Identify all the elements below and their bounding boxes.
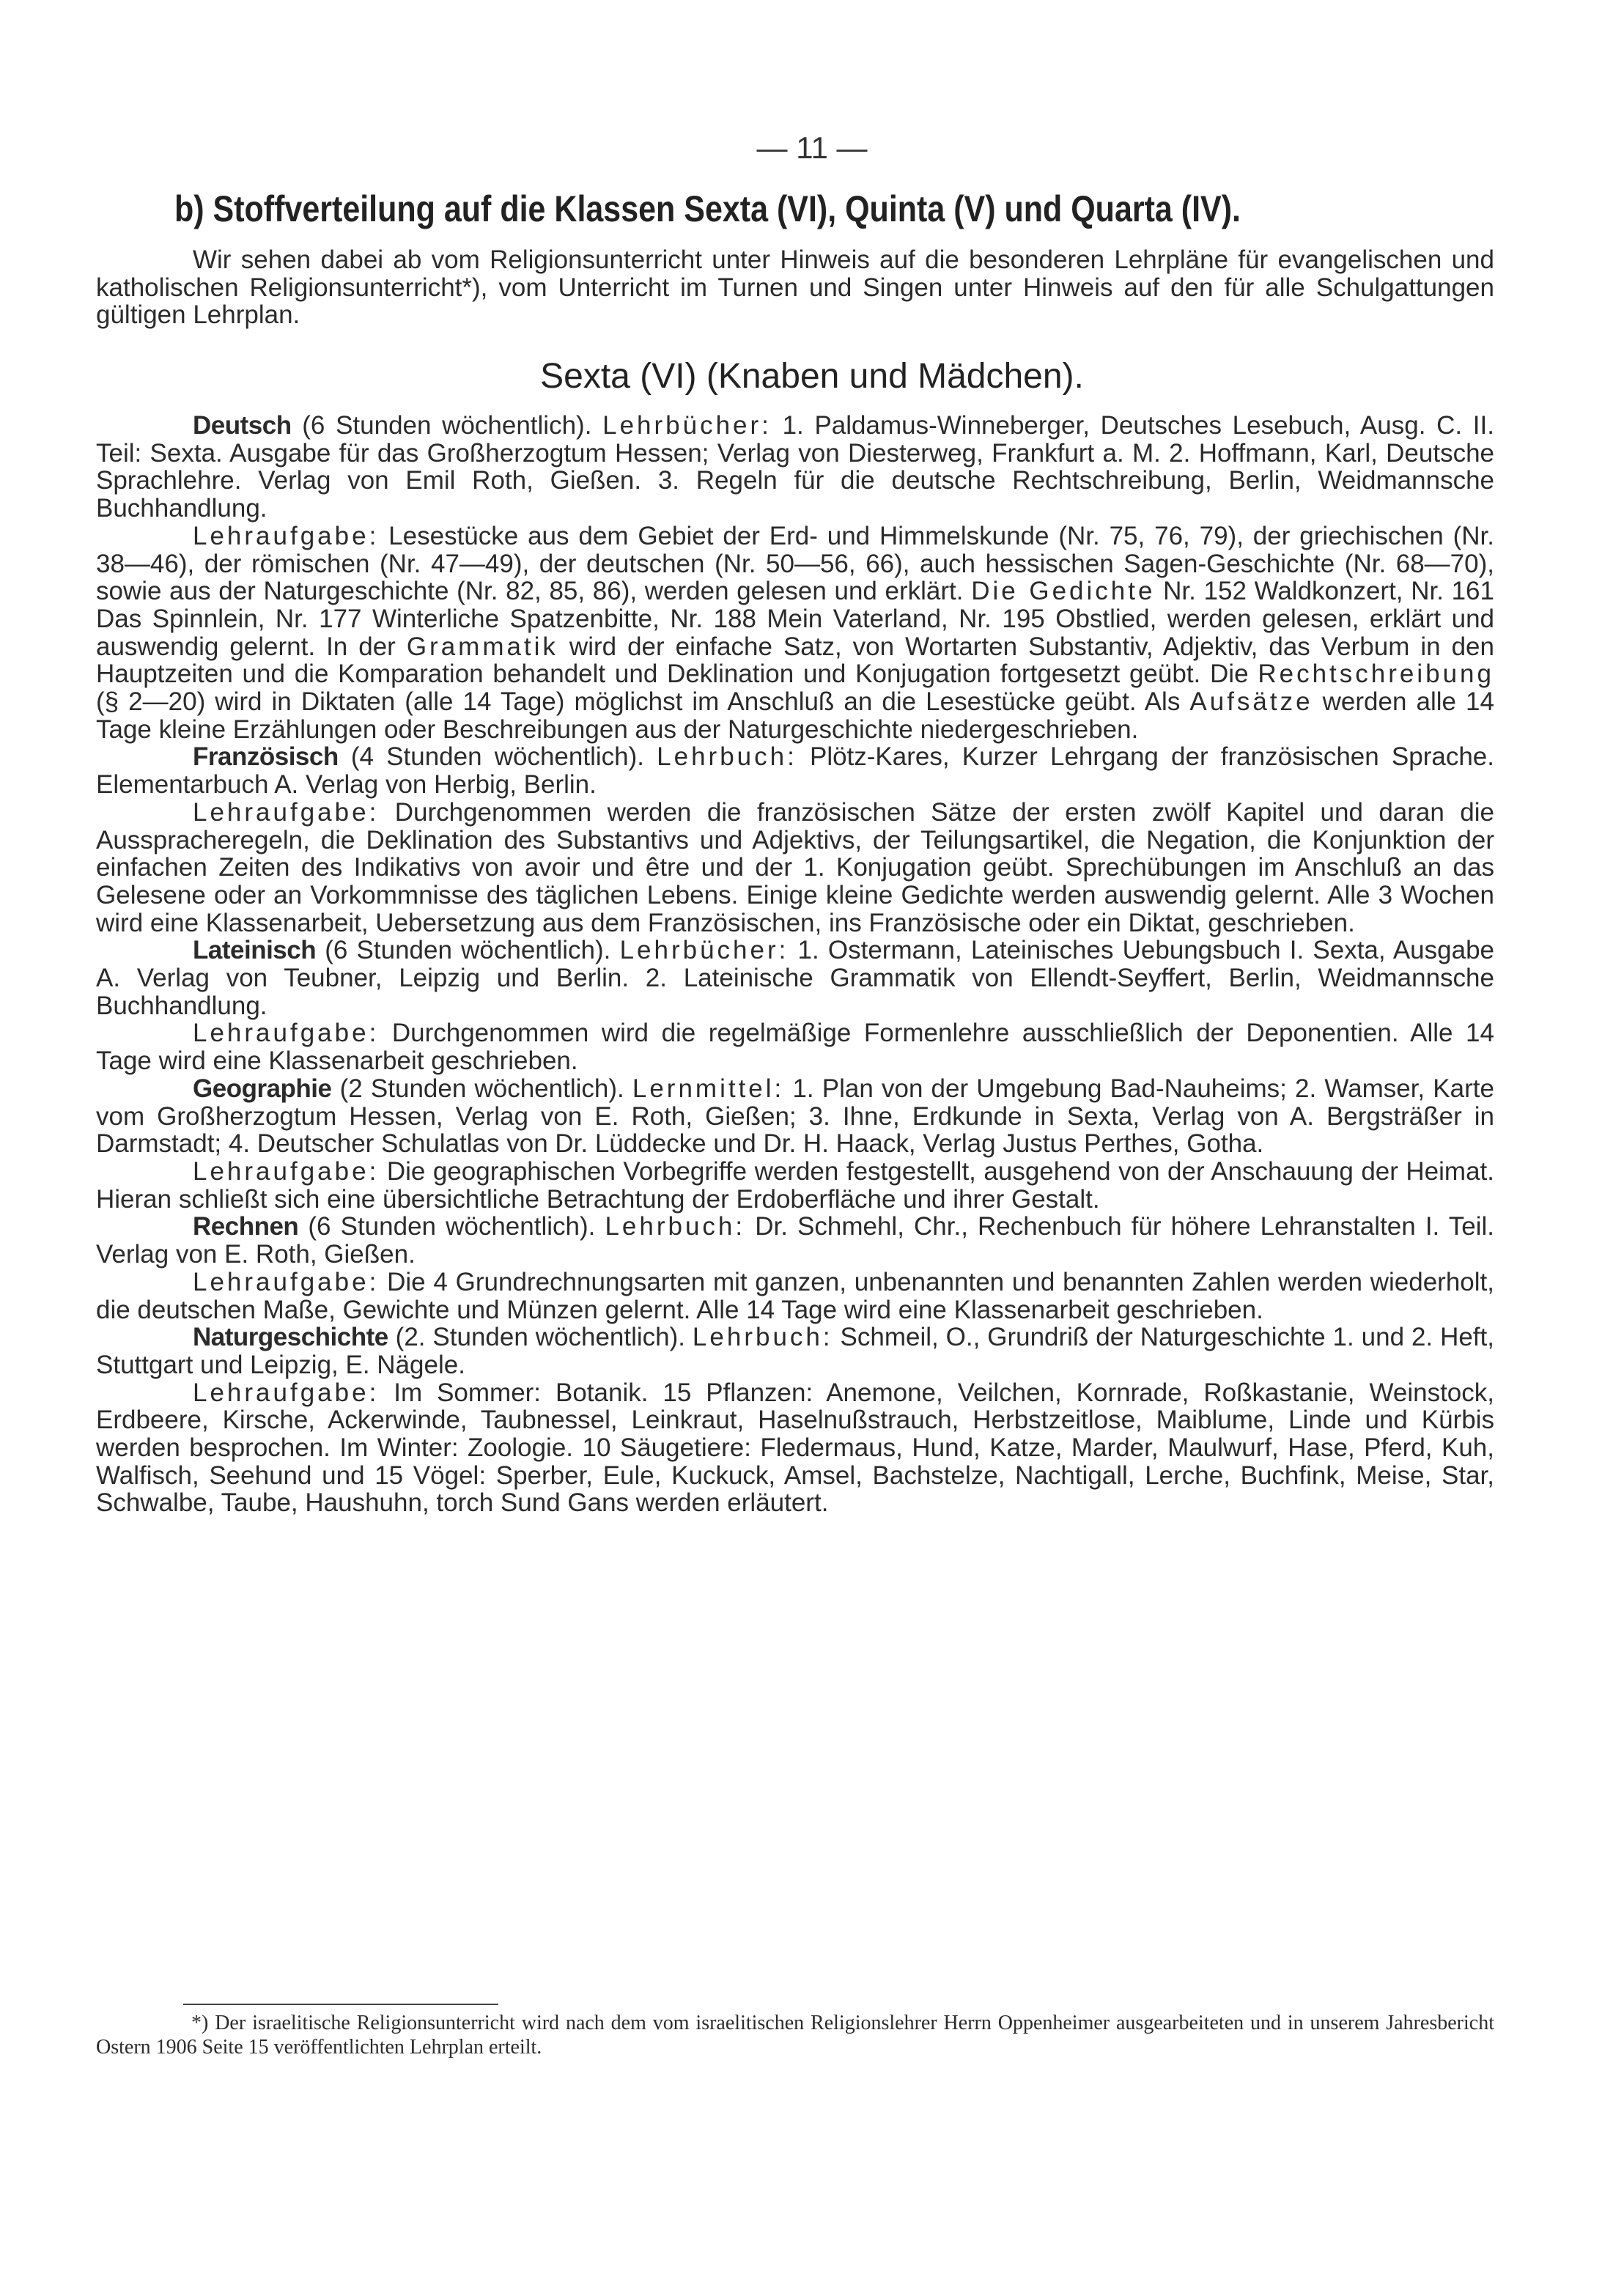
spelling-pre: Die [1210, 660, 1249, 689]
grammar-pre: In der [326, 632, 396, 661]
books-text: Schmeil, O., Grundriß der Naturgeschichte 1. und 2. Heft, Stuttgart und Leipzig, E. Nägele. [96, 1323, 1494, 1379]
books-text: Plötz-Kares, Kurzer Lehrgang der französischen Sprache. Elementarbuch A. Verlag von Herbig, Berlin. [96, 742, 1494, 800]
main-text [96, 412, 1494, 1517]
task-text: Nr. 152 Waldkonzert, Nr. 161 Das Spinnlein, Nr. 177 Winterliche Spatzenbitte, Nr. 188 Mein Vaterland, Nr. 195 Obstlied, werden gelesen, erklärt und auswendig gelernt. [96, 577, 1494, 661]
footnote-text: *) Der israelitische Religionsunterricht wird nach dem vom israelitischen Religionslehrer Herrn Oppenheimer ausgearbeiteten und in unserem Jahresbericht Ostern 1906 Seite 15 veröffentlichten Lehrplan erteilt. [96, 2012, 1494, 2059]
task-label: Lehraufgabe: [193, 797, 380, 827]
deutsch-task-paragraph [96, 523, 1494, 744]
task-label: Lehraufgabe: [193, 1378, 380, 1407]
books-label: Lehrbuch: [657, 742, 797, 772]
subject-hours: (4 Stunden wöchentlich). [350, 742, 644, 772]
task-text: Durchgenommen werden die französischen Sätze der ersten zwölf Kapitel und daran die Ausspracheregeln, die Deklination des Substantivs und Adjektivs, der Teilungsartikel, die Negation, die Konjunktion der einfachen Zeiten des Indikativs von avoir und être und der 1. Konjugation geübt. Sprechübungen im Anschluß an das Gelesene oder an Vorkommnisse des täglichen Lebens. Einige kleine Gedichte werden auswendig gelernt. Alle 3 Wochen wird eine Klassenarbeit, Uebersetzung aus dem Französischen, ins Französische oder ein Diktat, geschrieben. [96, 797, 1494, 937]
task-label: Lehraufgabe: [193, 1156, 380, 1186]
books-label: Lehrbücher: [619, 936, 789, 965]
intro-paragraph: Wir sehen dabei ab vom Religionsunterricht unter Hinweis auf die besonderen Lehrpläne für evangelischen und katholischen Religionsunterricht*), vom Unterricht im Turnen und Singen unter Hinweis auf den für alle Schulgattungen gültigen Lehrplan. [96, 246, 1494, 330]
books-label: Lehrbuch: [605, 1212, 746, 1241]
subject-hours: (2 Stunden wöchentlich). [339, 1074, 624, 1103]
page-number: — 11 — [756, 130, 868, 165]
spelling-label: Rechtschreibung [1258, 660, 1494, 689]
subject-hours: (6 Stunden wöchentlich). [302, 411, 592, 440]
subject-hours: (6 Stunden wöchentlich). [308, 1212, 596, 1241]
subject-hours: (6 Stunden wöchentlich). [325, 936, 611, 965]
geographie-books-paragraph [96, 1075, 1494, 1158]
subject-hours: (2. Stunden wöchentlich). [395, 1323, 685, 1352]
rechnen-task-paragraph [96, 1269, 1494, 1324]
essay-label: Aufsätze [1189, 687, 1313, 717]
section-heading: b) Stoffverteilung auf die Klassen Sexta (VI), Quinta (V) und Quarta (IV). [174, 188, 1241, 229]
task-text: Lesestücke aus dem Gebiet der Erd- und Himmelskunde (Nr. 75, 76, 79), der griechischen (Nr. 38—46), der römischen (Nr. 47—49), der deutschen (Nr. 50—56, 66), auch hessischen Sagen-Geschichte (Nr. 68—70), sowie aus der Naturgeschichte (Nr. 82, 85, 86), werden gelesen und erklärt. [96, 521, 1494, 606]
books-text: Dr. Schmehl, Chr., Rechenbuch für höhere Lehranstalten I. Teil. Verlag von E. Roth, Gießen. [96, 1212, 1494, 1269]
subject-name-deutsch: Deutsch [193, 411, 292, 440]
naturgeschichte-books-paragraph [96, 1324, 1494, 1378]
footnote-divider [183, 2004, 498, 2005]
books-text: 1. Plan von der Umgebung Bad-Nauheims; 2. Wamser, Karte vom Großherzogtum Hessen, Verlag von E. Roth, Gießen; 3. Ihne, Erdkunde in Sexta, Verlag von A. Bergsträßer in Darmstadt; 4. Deutscher Schulatlas von Dr. Lüddecke und Dr. H. Haack, Verlag Justus Perthes, Gotha. [96, 1074, 1494, 1159]
deutsch-books-paragraph [96, 412, 1494, 523]
task-text: wird der einfache Satz, von Wortarten Substantiv, Adjektiv, das Verbum in den Hauptzeiten und die Komparation behandelt und Deklination und Konjugation fortgesetzt geübt. [96, 632, 1494, 689]
lateinisch-books-paragraph [96, 937, 1494, 1019]
lateinisch-task-paragraph [96, 1019, 1494, 1074]
franzoesisch-task-paragraph [96, 799, 1494, 937]
task-text: Im Sommer: Botanik. 15 Pflanzen: Anemone, Veilchen, Kornrade, Roßkastanie, Weinstock, Erdbeere, Kirsche, Ackerwinde, Taubnessel, Leinkraut, Haselnußstrauch, Herbstzeitlose, Maiblume, Linde und Kürbis werden besprochen. Im Winter: Zoologie. 10 Säugetiere: Fledermaus, Hund, Katze, Marder, Maulwurf, Hase, Pferd, Kuh, Walfisch, Seehund und 15 Vögel: Sperber, Eule, Kuckuck, Amsel, Bachstelze, Nachtigall, Lerche, Buchfink, Meise, Star, Schwalbe, Taube, Haushuhn, torch Sund Gans werden erläutert. [96, 1378, 1494, 1518]
franzoesisch-books-paragraph [96, 743, 1494, 798]
subject-name-rechnen: Rechnen [193, 1212, 299, 1241]
task-text: Durchgenommen wird die regelmäßige Formenlehre ausschließlich der Deponentien. Alle 14 Tage wird eine Klassenarbeit geschrieben. [96, 1019, 1494, 1076]
task-label: Lehraufgabe: [193, 1267, 380, 1296]
grammar-label: Grammatik [406, 632, 558, 661]
task-text: Die 4 Grundrechnungsarten mit ganzen, unbenannten und benannten Zahlen werden wiederholt, die deutschen Maße, Gewichte und Münzen gelernt. Alle 14 Tage wird eine Klassenarbeit geschrieben. [96, 1267, 1494, 1324]
footnote [96, 2011, 1494, 2059]
essay-pre: Als [1144, 687, 1181, 717]
books-text: 1. Paldamus-Winneberger, Deutsches Lesebuch, Ausg. C. II. Teil: Sexta. Ausgabe für das Großherzogtum Hessen; Verlag von Diesterweg, Frankfurt a. M. 2. Hoffmann, Karl, Deutsche Sprachlehre. Verlag von Emil Roth, Gießen. 3. Regeln für die deutsche Rechtschreibung, Berlin, Weidmannsche Buchhandlung. [96, 411, 1494, 523]
naturgeschichte-task-paragraph [96, 1379, 1494, 1518]
poems-label: Die Gedichte [971, 577, 1156, 606]
task-label: Lehraufgabe: [193, 1019, 380, 1048]
subject-name-geographie: Geographie [193, 1074, 332, 1103]
subject-name-franzoesisch: Französisch [193, 742, 339, 772]
task-text: Die geographischen Vorbegriffe werden festgestellt, ausgehend von der Anschauung der Heimat. Hieran schließt sich eine übersichtliche Betrachtung der Erdoberfläche und ihrer Gestalt. [96, 1156, 1494, 1214]
task-label: Lehraufgabe: [193, 521, 380, 550]
intro-block [96, 246, 1494, 329]
rechnen-books-paragraph [96, 1213, 1494, 1268]
books-text: 1. Ostermann, Lateinisches Uebungsbuch I. Sexta, Ausgabe A. Verlag von Teubner, Leipzig und Berlin. 2. Lateinische Grammatik von Ellendt-Seyffert, Berlin, Weidmannsche Buchhandlung. [96, 936, 1495, 1020]
subject-name-naturgeschichte: Naturgeschichte [193, 1323, 388, 1352]
subject-name-lateinisch: Lateinisch [193, 936, 317, 965]
books-label: Lehrbuch: [692, 1323, 833, 1352]
class-title: Sexta (VI) (Knaben und Mädchen). [540, 357, 1084, 396]
task-text: (§ 2—20) wird in Diktaten (alle 14 Tage) möglichst im Anschluß an die Lesestücke geübt. [96, 687, 1137, 717]
books-label: Lehrbücher: [602, 411, 772, 440]
books-label: Lernmittel: [632, 1074, 785, 1103]
geographie-task-paragraph [96, 1158, 1494, 1213]
task-text: werden alle 14 Tage kleine Erzählungen oder Beschreibungen aus der Naturgeschichte niedergeschrieben. [96, 687, 1494, 744]
